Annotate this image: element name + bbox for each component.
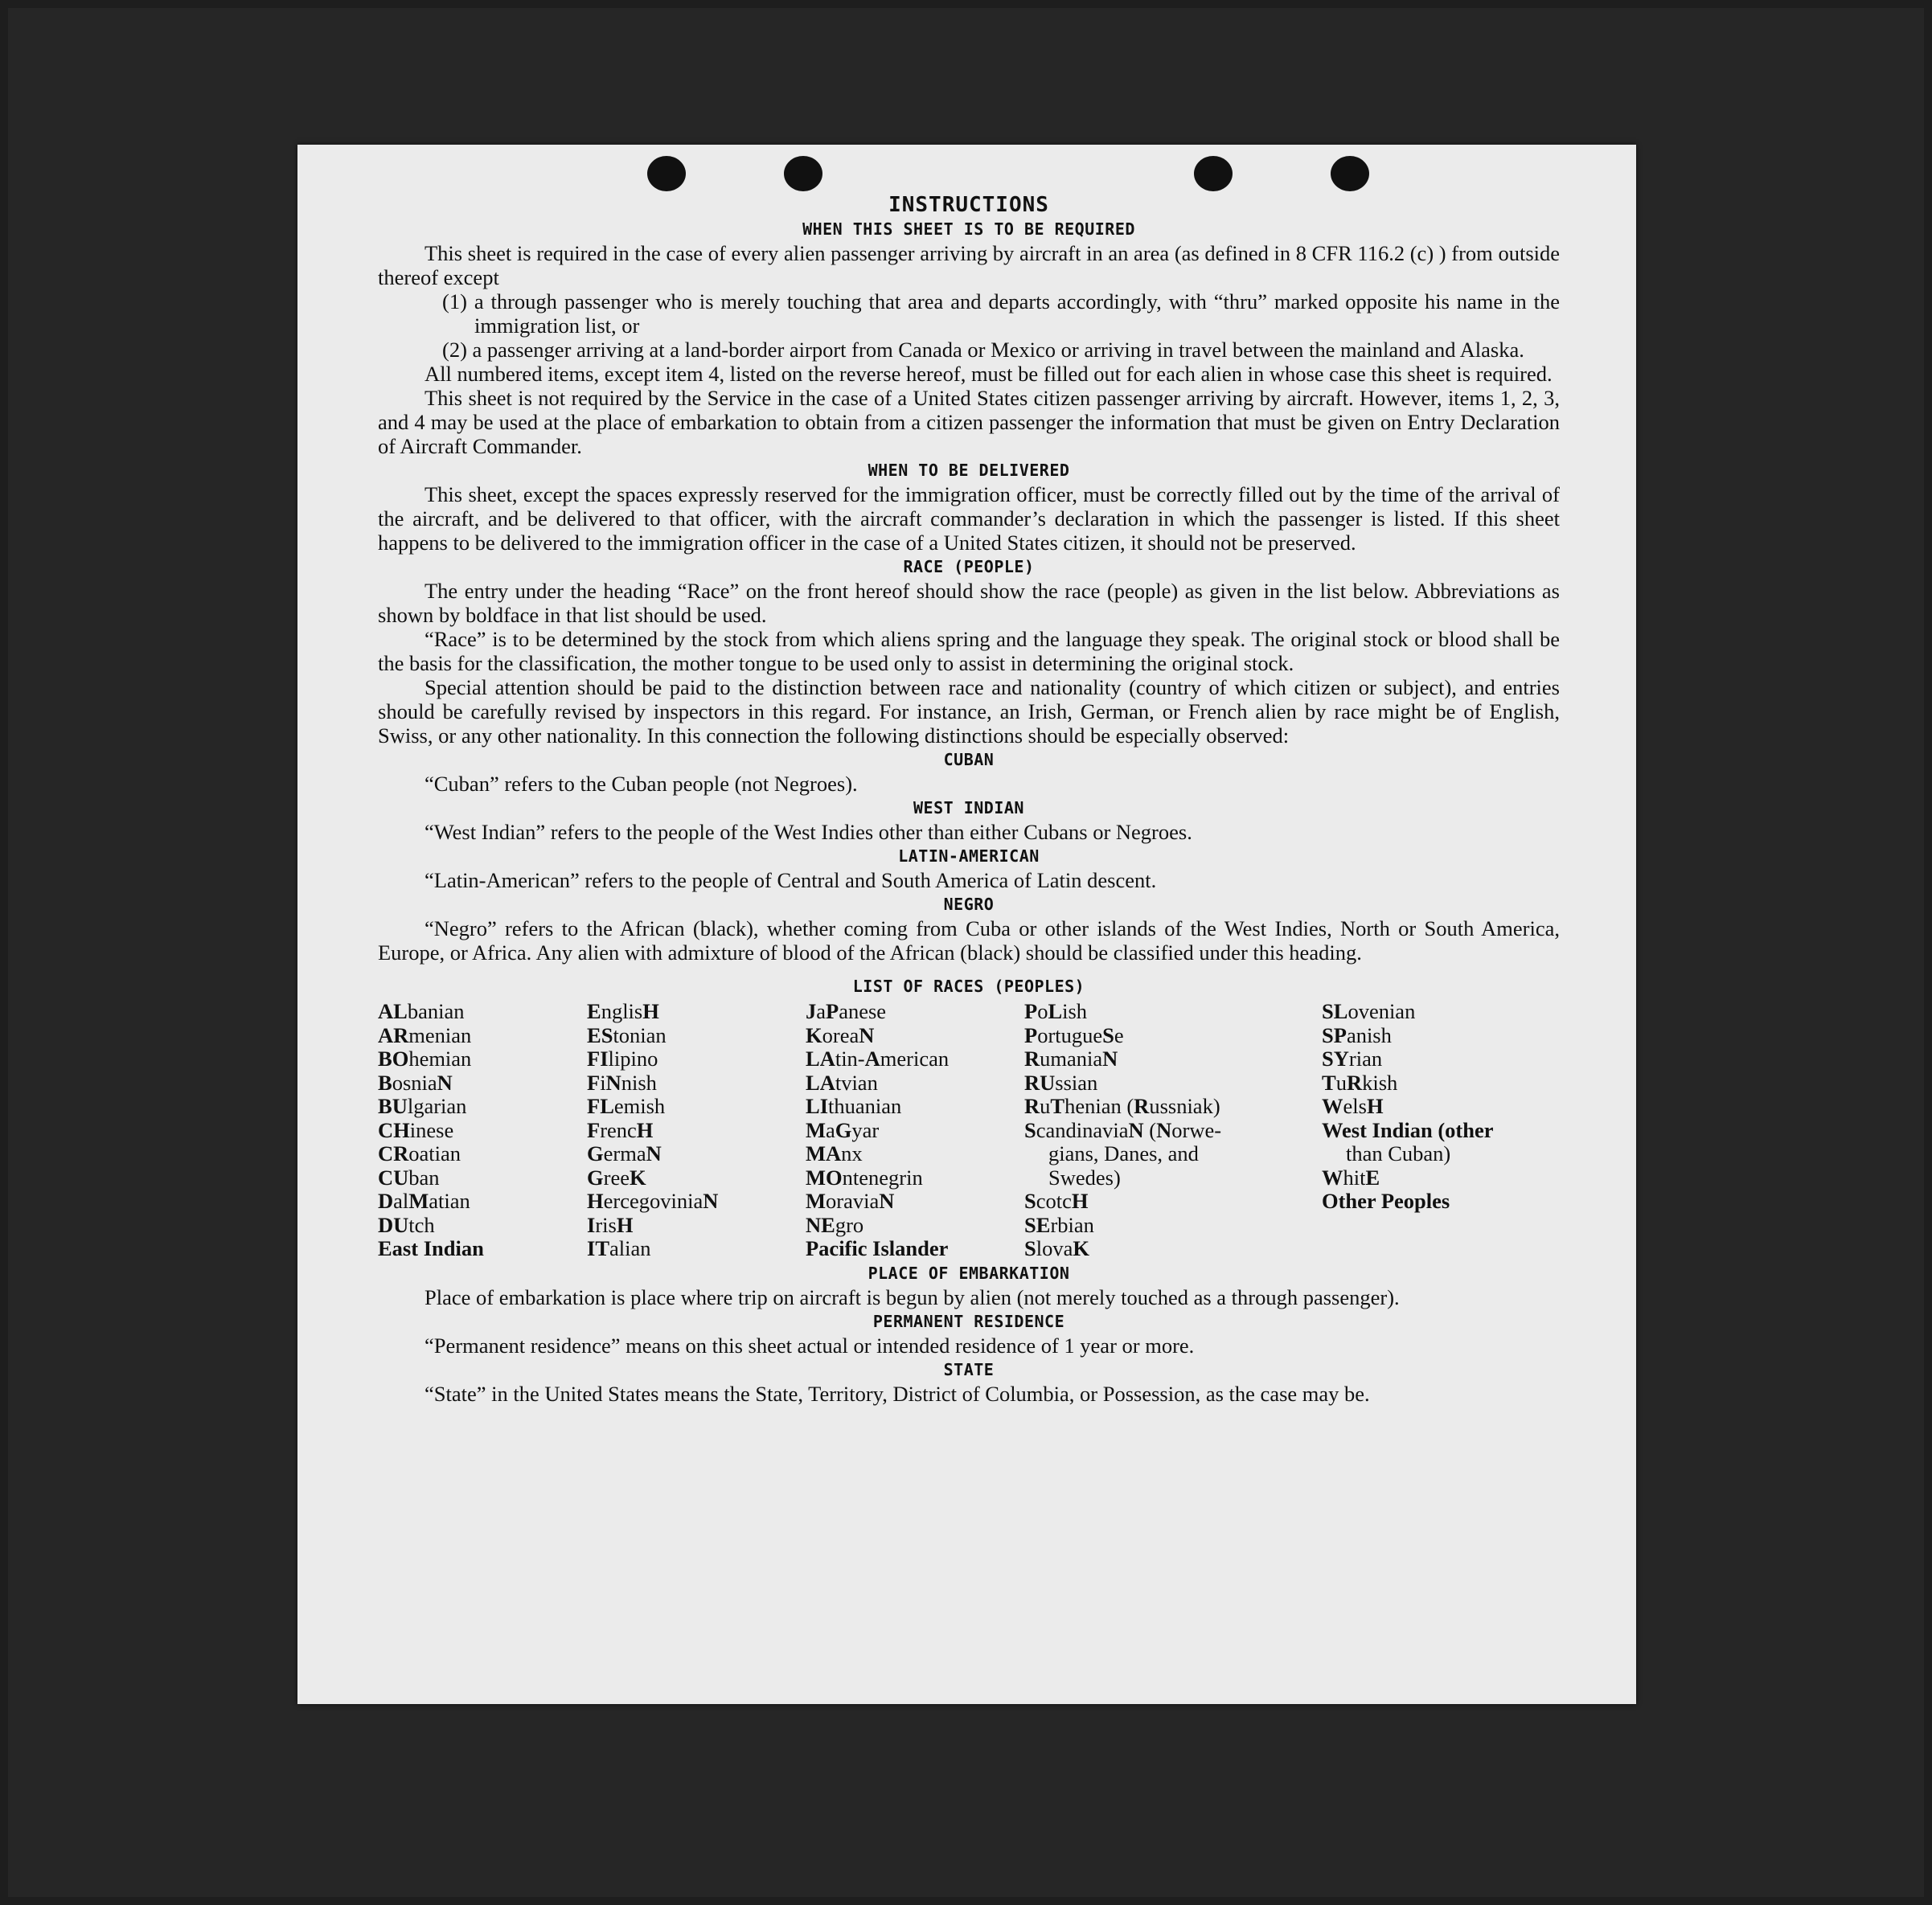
- race-item: TuRkish: [1322, 1070, 1398, 1095]
- race-item: DUtch: [378, 1212, 435, 1237]
- required-paragraph-3: This sheet is not required by the Service in the case of a United States citizen passenger arriving by aircraft. However, items 1, 2, 3, and 4 may be used at the place of embarkation to obtain from a citizen passenger the information that must be given on Entry Declaration of Aircraft Commander.: [378, 386, 1560, 458]
- required-item-2: (2) a passenger arriving at a land-border airport from Canada or Mexico or arriving in travel between the mainland and Alaska.: [442, 338, 1524, 362]
- heading-delivered: WHEN TO BE DELIVERED: [868, 461, 1070, 480]
- state-paragraph: “State” in the United States means the State, Territory, District of Columbia, or Possession, as the case may be.: [425, 1381, 1370, 1406]
- race-item: ScandinaviaN (Norwe-: [1024, 1117, 1222, 1142]
- race-item: BUlgarian: [378, 1094, 467, 1118]
- race-item: ARmenian: [378, 1022, 472, 1047]
- document-page: [297, 145, 1636, 1704]
- latin-american-paragraph: “Latin-American” refers to the people of Central and South America of Latin descent.: [425, 868, 1157, 892]
- races-column-2: [587, 1000, 806, 1261]
- race-item: Pacific Islander: [806, 1236, 949, 1260]
- race-item: EnglisH: [587, 999, 659, 1023]
- race-item: IrisH: [587, 1212, 634, 1237]
- race-item: MoraviaN: [806, 1189, 895, 1213]
- west-indian-paragraph: “West Indian” refers to the people of the West Indies other than either Cubans or Negroes.: [425, 820, 1192, 844]
- residence-paragraph: “Permanent residence” means on this sheet actual or intended residence of 1 year or more.: [425, 1333, 1195, 1358]
- race-item: LIthuanian: [806, 1094, 902, 1118]
- heading-embarkation: PLACE OF EMBARKATION: [868, 1263, 1070, 1283]
- race-item: PortugueSe: [1024, 1022, 1124, 1047]
- race-item: PoLish: [1024, 999, 1088, 1023]
- cuban-paragraph: “Cuban” refers to the Cuban people (not Negroes).: [425, 772, 858, 796]
- negro-paragraph: “Negro” refers to the African (black), whether coming from Cuba or other islands of the West Indies, North or South America, Europe, or Africa. Any alien with admixture of blood of the African (black) should be classified under this heading.: [378, 916, 1560, 965]
- heading-cuban: CUBAN: [943, 750, 995, 769]
- race-item: EStonian: [587, 1022, 667, 1047]
- punch-hole: [647, 156, 686, 191]
- races-column-3: [806, 1000, 1024, 1261]
- heading-state: STATE: [943, 1359, 995, 1379]
- race-item: RuThenian (Russniak): [1024, 1094, 1220, 1118]
- race-item: MAnx: [806, 1141, 863, 1166]
- required-paragraph-2: All numbered items, except item 4, listed on the reverse hereof, must be filled out for each alien in whose case this sheet is required.: [425, 362, 1553, 386]
- race-item: SYrian: [1322, 1047, 1383, 1071]
- required-paragraph-1: This sheet is required in the case of every alien passenger arriving by aircraft in an area (as defined in 8 CFR 116.2 (c) ) from outside thereof except: [378, 241, 1560, 289]
- race-item: FLemish: [587, 1094, 666, 1118]
- race-item: FIlipino: [587, 1047, 658, 1071]
- race-item: CRoatian: [378, 1141, 461, 1166]
- race-item: LAtin-American: [806, 1047, 950, 1071]
- embarkation-paragraph: Place of embarkation is place where trip on aircraft is begun by alien (not merely touched as a through passenger).: [425, 1284, 1400, 1309]
- race-item-continuation: Swedes): [1048, 1165, 1121, 1190]
- race-paragraph-2: “Race” is to be determined by the stock from which aliens spring and the language they speak. The original stock or blood shall be the basis for the classification, the mother tongue to be used only to assist in determining the original stock.: [378, 627, 1560, 675]
- race-item: ITalian: [587, 1236, 651, 1260]
- punch-hole: [1331, 156, 1369, 191]
- race-item: GermaN: [587, 1141, 662, 1166]
- race-item: NEgro: [806, 1212, 864, 1237]
- race-item: WhitE: [1322, 1165, 1380, 1190]
- race-item-continuation: gians, Danes, and: [1048, 1141, 1199, 1166]
- heading-race: RACE (PEOPLE): [903, 557, 1035, 576]
- race-item-continuation: than Cuban): [1346, 1141, 1451, 1166]
- heading-residence: PERMANENT RESIDENCE: [872, 1311, 1065, 1331]
- race-item: East Indian: [378, 1236, 484, 1260]
- race-item: SlovaK: [1024, 1236, 1089, 1260]
- races-column-5: [1322, 1000, 1547, 1261]
- heading-negro: NEGRO: [943, 895, 995, 914]
- race-item: RumaniaN: [1024, 1047, 1118, 1071]
- heading-required: WHEN THIS SHEET IS TO BE REQUIRED: [802, 219, 1135, 239]
- race-item: LAtvian: [806, 1070, 878, 1095]
- race-item: MaGyar: [806, 1117, 880, 1142]
- race-paragraph-3: Special attention should be paid to the distinction between race and nationality (country of which citizen or subject), and entries should be carefully revised by inspectors in this regard. For instance, an Irish, German, or French alien by race might be of English, Swiss, or any other nationality. In this connection the following distinctions should be especially observed:: [378, 675, 1560, 748]
- race-item: CHinese: [378, 1117, 454, 1142]
- race-paragraph-1: The entry under the heading “Race” on the front hereof should show the race (people) as given in the list below. Abbreviations as shown by boldface in that list should be used.: [378, 579, 1560, 627]
- race-item: SErbian: [1024, 1212, 1094, 1237]
- races-column-4: [1024, 1000, 1322, 1261]
- page-title: INSTRUCTIONS: [888, 193, 1049, 217]
- race-item: BOhemian: [378, 1047, 472, 1071]
- race-item: Other Peoples: [1322, 1189, 1450, 1213]
- punch-hole: [784, 156, 822, 191]
- race-item: CUban: [378, 1165, 440, 1190]
- races-list: [378, 1000, 1560, 1261]
- race-item: FrencH: [587, 1117, 654, 1142]
- delivered-paragraph: This sheet, except the spaces expressly reserved for the immigration officer, must be correctly filled out by the time of the arrival of the aircraft, and be delivered to that officer, with the aircraft commander’s declaration in which the passenger is listed. If this sheet happens to be delivered to the immigration officer in the case of a United States citizen, it should not be preserved.: [378, 482, 1560, 555]
- heading-west-indian: WEST INDIAN: [913, 798, 1024, 817]
- heading-races-list: LIST OF RACES (PEOPLES): [852, 977, 1085, 996]
- race-item: HercegoviniaN: [587, 1189, 719, 1213]
- race-item: RUssian: [1024, 1070, 1098, 1095]
- race-item: DalMatian: [378, 1189, 470, 1213]
- race-item: ALbanian: [378, 999, 465, 1023]
- heading-latin-american: LATIN-AMERICAN: [898, 846, 1040, 866]
- race-item: MOntenegrin: [806, 1165, 923, 1190]
- required-item-1: (1) a through passenger who is merely touching that area and departs accordingly, with “thru” marked opposite his name in the immigration list, or: [442, 289, 1560, 338]
- race-item: JaPanese: [806, 999, 887, 1023]
- race-item: BosniaN: [378, 1070, 453, 1095]
- punch-hole: [1194, 156, 1233, 191]
- race-item: GreeK: [587, 1165, 646, 1190]
- race-item: FiNnish: [587, 1070, 657, 1095]
- instructions-content: [378, 193, 1560, 1406]
- race-item: ScotcH: [1024, 1189, 1089, 1213]
- race-item: KoreaN: [806, 1022, 875, 1047]
- races-column-1: [378, 1000, 587, 1261]
- race-item: WelsH: [1322, 1094, 1384, 1118]
- race-item: West Indian (other: [1322, 1117, 1494, 1142]
- race-item: SPanish: [1322, 1022, 1392, 1047]
- race-item: SLovenian: [1322, 999, 1416, 1023]
